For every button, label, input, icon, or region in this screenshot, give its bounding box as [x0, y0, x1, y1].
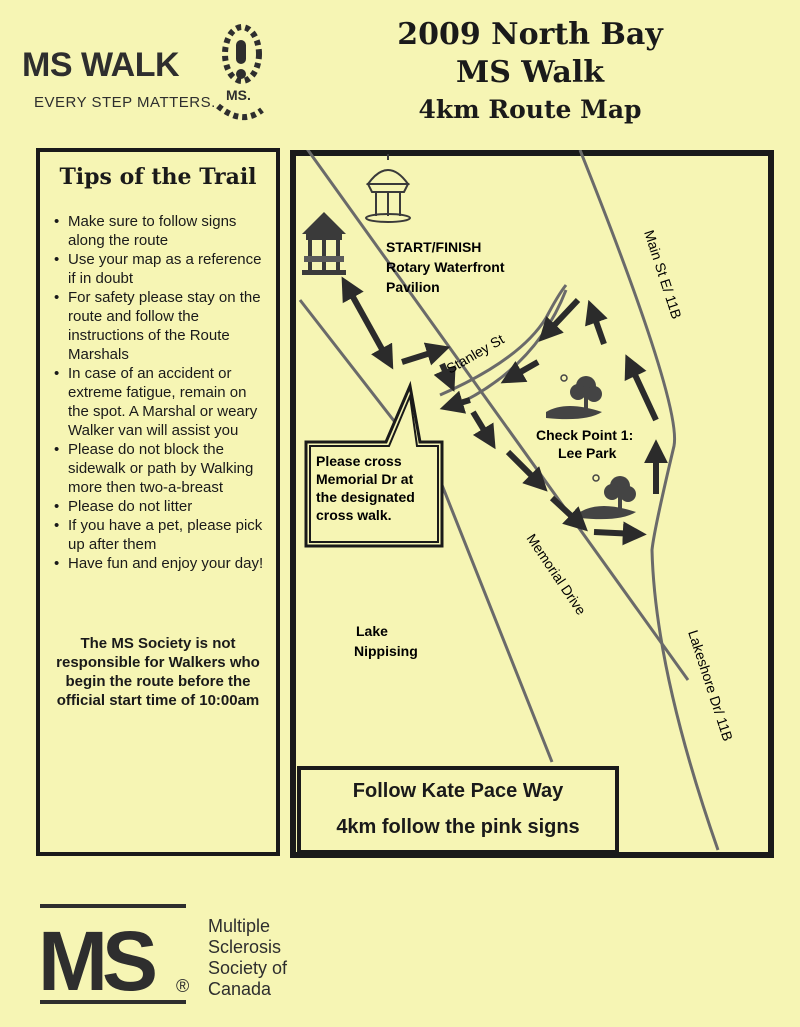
ms-society-line-2: Sclerosis — [208, 937, 282, 957]
tips-list — [54, 212, 268, 573]
ms-society-logo — [36, 900, 296, 1010]
tree-icon — [546, 375, 602, 419]
route-arrow — [402, 350, 440, 362]
callout-line-2: Memorial Dr at — [316, 471, 414, 487]
footprint-label: MS. — [226, 87, 251, 103]
page-title — [360, 16, 700, 128]
tip-item: • If you have a pet, please pick up after them — [54, 516, 268, 554]
title-line-1: 2009 North Bay — [397, 17, 663, 52]
footprint-icon — [212, 24, 272, 129]
tree-icon — [580, 475, 636, 519]
title-line-3: 4km Route Map — [418, 95, 642, 124]
disclaimer-text: The MS Society is not responsible for Walkers who begin the route before the official start time of 10:00am — [56, 635, 260, 709]
railway-line — [295, 150, 688, 680]
route-arrow — [450, 400, 470, 406]
tip-item: • Please do not block the sidewalk or path by Walking more then two-a-breast — [54, 440, 268, 497]
route-arrow — [552, 498, 580, 524]
stanley-street-label: Stanley St — [443, 330, 507, 377]
lakeshore-drive-label: Lakeshore Dr/ 11B — [685, 627, 737, 743]
route-arrow — [630, 364, 656, 420]
memorial-drive-label: Memorial Drive — [523, 530, 590, 618]
tip-item: • In case of an accident or extreme fatigue, remain on the spot. A Marshal or weary Walker van will assist you — [54, 364, 268, 440]
route-arrow — [592, 310, 604, 344]
lake-label-line2: Nippising — [354, 643, 418, 659]
logo-tagline: EVERY STEP MATTERS. — [34, 94, 216, 111]
follow-kate-pace-box — [297, 766, 619, 854]
callout-line-4: cross walk. — [316, 507, 392, 523]
route-arrow — [546, 300, 578, 334]
route-arrow — [510, 362, 538, 378]
follow-line-2: 4km follow the pink signs — [336, 816, 580, 838]
ms-walk-logo-text: MS WALK — [22, 46, 180, 84]
route-arrow — [348, 288, 388, 360]
ms-society-line-3: Society of — [208, 958, 288, 978]
tips-title: Tips of the Trail — [59, 164, 257, 190]
registered-mark: ® — [176, 976, 190, 996]
main-street-label: Main St E/ 11B — [641, 227, 685, 321]
ms-society-line-1: Multiple — [208, 916, 271, 936]
start-finish-label: START/FINISH — [386, 239, 482, 255]
tips-panel — [36, 148, 280, 856]
ms-walk-logo — [22, 28, 272, 128]
ms-society-name — [208, 916, 287, 1000]
tip-item: • Make sure to follow signs along the route — [54, 212, 268, 250]
ms-letters: MS — [38, 914, 152, 1008]
callout-line-3: the designated — [316, 489, 415, 505]
route-arrow — [594, 532, 636, 534]
follow-line-1: Follow Kate Pace Way — [352, 780, 564, 802]
tip-item: • Please do not litter — [54, 497, 268, 516]
ms-society-line-4: Canada — [208, 979, 272, 999]
start-finish-venue-line2: Pavilion — [386, 279, 440, 295]
route-arrow — [473, 412, 490, 440]
tip-item: • Use your map as a reference if in doubt — [54, 250, 268, 288]
pavilion-icon — [302, 212, 346, 275]
lake-label: Lake — [356, 623, 388, 639]
ms-letters-logo-icon — [36, 900, 204, 1008]
crosswalk-callout — [306, 386, 442, 546]
tip-item: • Have fun and enjoy your day! — [54, 554, 268, 573]
start-finish-venue: Rotary Waterfront — [386, 259, 505, 275]
checkpoint-name: Lee Park — [558, 445, 617, 461]
callout-line-1: Please cross — [316, 453, 402, 469]
carousel-icon — [366, 154, 410, 222]
route-map — [290, 150, 774, 858]
checkpoint-label: Check Point 1: — [536, 427, 634, 443]
title-line-2: MS Walk — [455, 55, 605, 90]
tip-item: • For safety please stay on the route and follow the instructions of the Route Marshals — [54, 288, 268, 364]
